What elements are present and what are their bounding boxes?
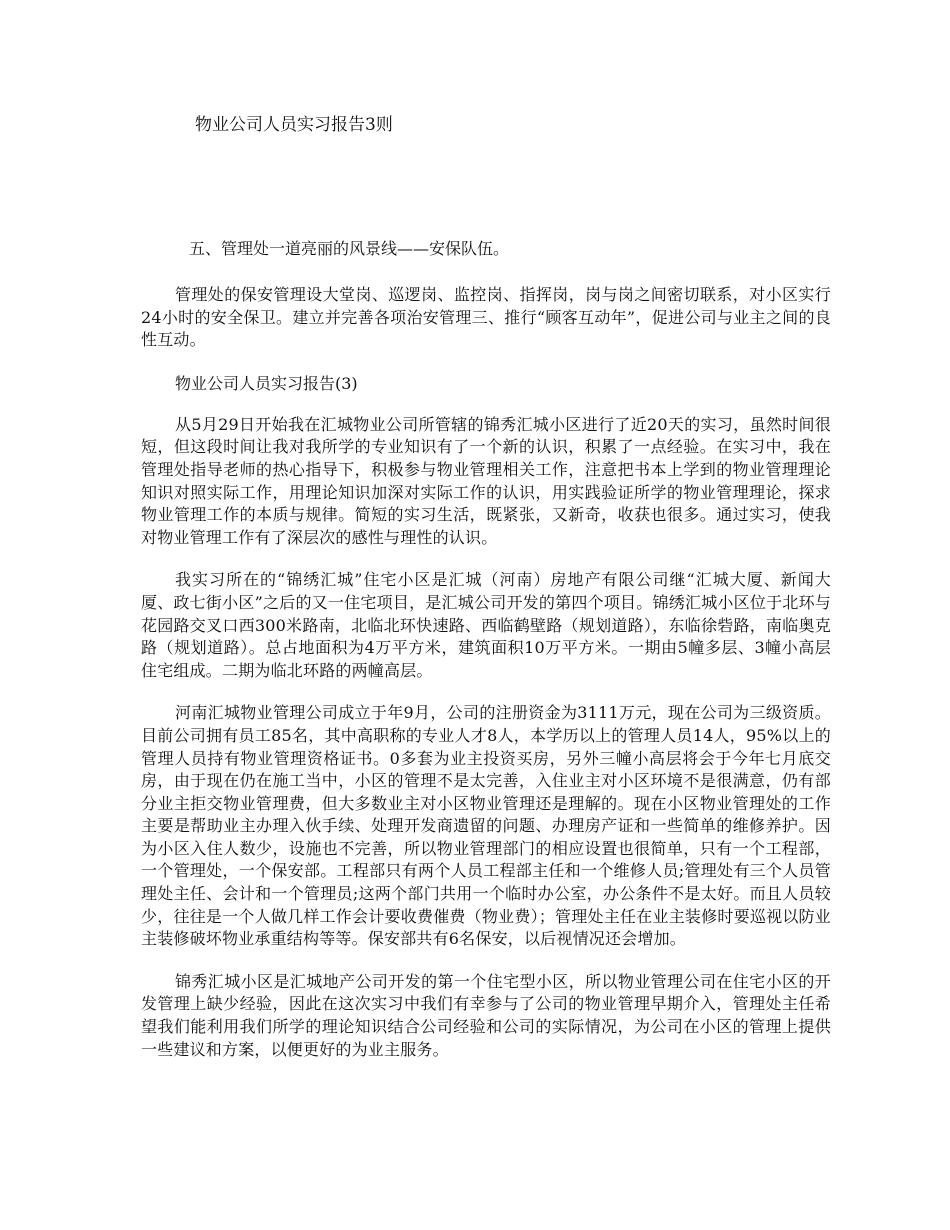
paragraph-security: 管理处的保安管理设大堂岗、巡逻岗、监控岗、指挥岗，岗与岗之间密切联系，对小区实行24小时的安全保卫。建立并完善各项治安管理三、推行“顾客互动年”，促进公司与业主之间的良性互动。: [141, 285, 831, 350]
report-subheading: 物业公司人员实习报告(3): [175, 373, 358, 393]
document-title: 物业公司人员实习报告3则: [195, 115, 393, 135]
section-heading: 五、管理处一道亮丽的风景线——安保队伍。: [189, 239, 510, 258]
paragraph-internship-intro: 从5月29日开始我在汇城物业公司所管辖的锦秀汇城小区进行了近20天的实习，虽然时间很短，但这段时间让我对我所学的专业知识有了一个新的认识，积累了一点经验。在实习中，我在管理处指导老师的热心指导下，积极参与物业管理相关工作，注意把书本上学到的物业管理理论知识对照实际工作，用理论知识加深对实际工作的认识，用实践验证所学的物业管理理论，探求物业管理工作的本质与规律。简短的实习生活，既紧张，又新奇，收获也很多。通过实习，使我对物业管理工作有了深层次的感性与理性的认识。: [141, 414, 831, 547]
paragraph-early-involvement: 锦秀汇城小区是汇城地产公司开发的第一个住宅型小区，所以物业管理公司在住宅小区的开发管理上缺少经验，因此在这次实习中我们有幸参与了公司的物业管理早期介入，管理处主任希望我们能利用我们所学的理论知识结合公司经验和公司的实际情况，为公司在小区的管理上提供一些建议和方案，以便更好的为业主服务。: [141, 971, 831, 1059]
paragraph-project-location: 我实习所在的“锦绣汇城”住宅小区是汇城（河南）房地产有限公司继“汇城大厦、新闻大厦、政七街小区”之后的又一住宅项目，是汇城公司开发的第四个项目。锦绣汇城小区位于北环与花园路交叉口西300米路南，北临北环快速路、西临鹤壁路（规划道路），东临徐砦路，南临奥克路（规划道路）。总占地面积为4万平方米，建筑面积10万平方米。一期由5幢多层、3幢小高层住宅组成。二期为临北环路的两幢高层。: [141, 570, 831, 680]
paragraph-company-profile: 河南汇城物业管理公司成立于年9月，公司的注册资金为3111万元，现在公司为三级资质。目前公司拥有员工85名，其中高职称的专业人才8人，本学历以上的管理人员14人，95%以上的管理人员持有物业管理资格证书。0多套为业主投资买房，另外三幢小高层将会于今年七月底交房，由于现在仍在施工当中，小区的管理不是太完善，入住业主对小区环境不是很满意，仍有部分业主拒交物业管理费，但大多数业主对小区物业管理还是理解的。现在小区物业管理处的工作主要是帮助业主办理入伙手续、处理开发商遗留的问题、办理房产证和一些简单的维修养护。因为小区入住人数少，设施也不完善，所以物业管理部门的相应设置也很简单，只有一个工程部，一个管理处，一个保安部。工程部只有两个人员工程部主任和一个维修人员;管理处有三个人员管理处主任、会计和一个管理员;这两个部门共用一个临时办公室，办公条件不是太好。而且人员较少，往往是一个人做几样工作会计要收费催费（物业费）；管理处主任在业主装修时要巡视以防业主装修破坏物业承重结构等等。保安部共有6名保安，以后视情况还会增加。: [141, 703, 831, 949]
document-body: [141, 237, 831, 1081]
